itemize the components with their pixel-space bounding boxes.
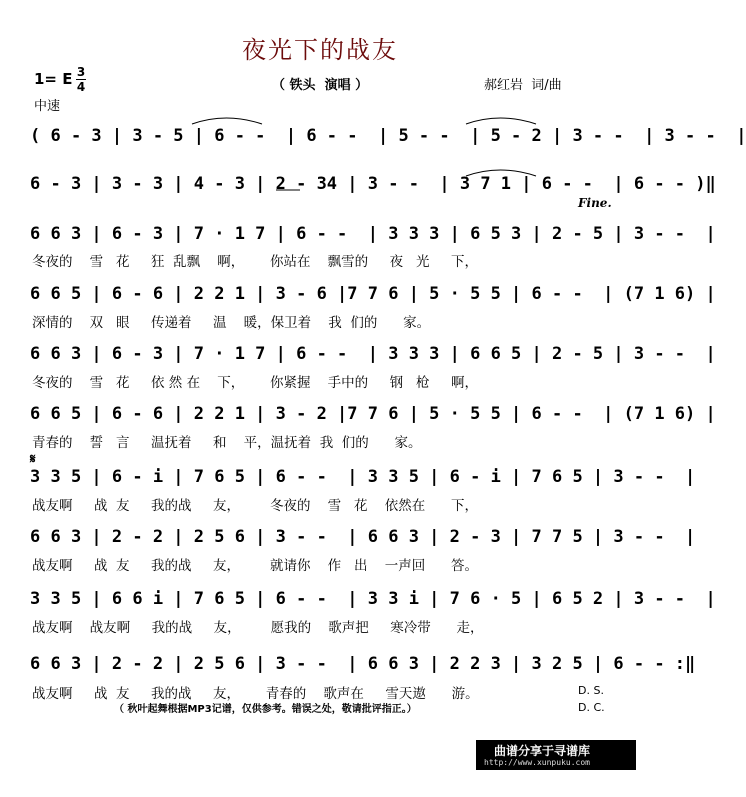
transcriber-note: （ 秋叶起舞根据MP3记谱，仅供参考。错误之处，敬请批评指正。）: [114, 704, 417, 715]
fine-marking: Fine.: [578, 196, 612, 210]
ds-marking: D. S.: [578, 684, 604, 697]
time-signature-bottom: 4: [76, 80, 86, 94]
dc-marking: D. C.: [578, 701, 605, 714]
music-line-10: 6 6 3 | 2 - 2 | 2 5 6 | 3 - - | 6 6 3 | 2 2 3 | 3 2 5 | 6 - - :‖: [30, 654, 696, 674]
source-watermark: [476, 740, 636, 770]
music-line-9: 3 3 5 | 6 6 i | 7 6 5 | 6 - - | 3 3 i | 7 6 · 5 | 6 5 2 | 3 - - |: [30, 589, 716, 609]
lyric-line-9: 战友啊 战友啊 我的战 友， 愿我的 歌声把 寒冷带 走，: [32, 620, 484, 636]
song-title: 夜光下的战友: [242, 36, 398, 64]
key-signature: 1= E: [34, 70, 73, 88]
music-line-3: 6 6 3 | 6 - 3 | 7 · 1 7 | 6 - - | 3 3 3 | 6 5 3 | 2 - 5 | 3 - - |: [30, 224, 716, 244]
tie-arc: [192, 118, 262, 124]
lyric-line-3: 冬夜的 雪 花 狂 乱飘 啊， 你站在 飘雪的 夜 光 下，: [32, 254, 478, 270]
music-line-2: 6 - 3 | 3 - 3 | 4 - 3 | 2 - 34 | 3 - - | 3 7 1 | 6 - - | 6 - - )‖: [30, 174, 716, 194]
music-line-1: ( 6 - 3 | 3 - 5 | 6 - - | 6 - - | 5 - - | 5 - 2 | 3 - - | 3 - - |: [30, 126, 746, 146]
lyric-line-4: 深情的 双 眼 传递着 温 暖，保卫着 我 们的 家。: [32, 315, 431, 331]
tempo-marking: 中速: [34, 99, 61, 114]
segno-sign: 𝄋: [30, 452, 36, 467]
lyric-line-5: 冬夜的 雪 花 依 然 在 下， 你紧握 手中的 钢 枪 啊，: [32, 375, 478, 391]
music-line-8: 6 6 3 | 2 - 2 | 2 5 6 | 3 - - | 6 6 3 | 2 - 3 | 7 7 5 | 3 - - |: [30, 527, 696, 547]
music-line-5: 6 6 3 | 6 - 3 | 7 · 1 7 | 6 - - | 3 3 3 | 6 6 5 | 2 - 5 | 3 - - |: [30, 344, 716, 364]
singer-credit: （ 铁头 演唱 ）: [272, 78, 369, 93]
time-signature-top: 3: [76, 65, 86, 79]
lyric-line-7: 战友啊 战 友 我的战 友， 冬夜的 雪 花 依然在 下，: [32, 498, 478, 514]
lyric-line-10: 战友啊 战 友 我的战 友， 青春的 歌声在 雪天遨 游。: [32, 686, 479, 702]
music-line-6: 6 6 5 | 6 - 6 | 2 2 1 | 3 - 2 |7 7 6 | 5 · 5 5 | 6 - - | (7 1 6) |: [30, 404, 716, 424]
author-credit: 郝红岩 词/曲: [484, 78, 562, 93]
watermark-title: 曲谱分享于寻谱库: [494, 744, 591, 758]
lyric-line-6: 青春的 誓 言 温抚着 和 平，温抚着 我 们的 家。: [32, 435, 422, 451]
watermark-url: http://www.xunpuku.com: [484, 758, 590, 767]
music-line-4: 6 6 5 | 6 - 6 | 2 2 1 | 3 - 6 |7 7 6 | 5 · 5 5 | 6 - - | (7 1 6) |: [30, 284, 716, 304]
music-line-7: 3 3 5 | 6 - i | 7 6 5 | 6 - - | 3 3 5 | 6 - i | 7 6 5 | 3 - - |: [30, 467, 696, 487]
lyric-line-8: 战友啊 战 友 我的战 友， 就请你 作 出 一声回 答。: [32, 558, 478, 574]
tie-arc: [466, 118, 536, 124]
